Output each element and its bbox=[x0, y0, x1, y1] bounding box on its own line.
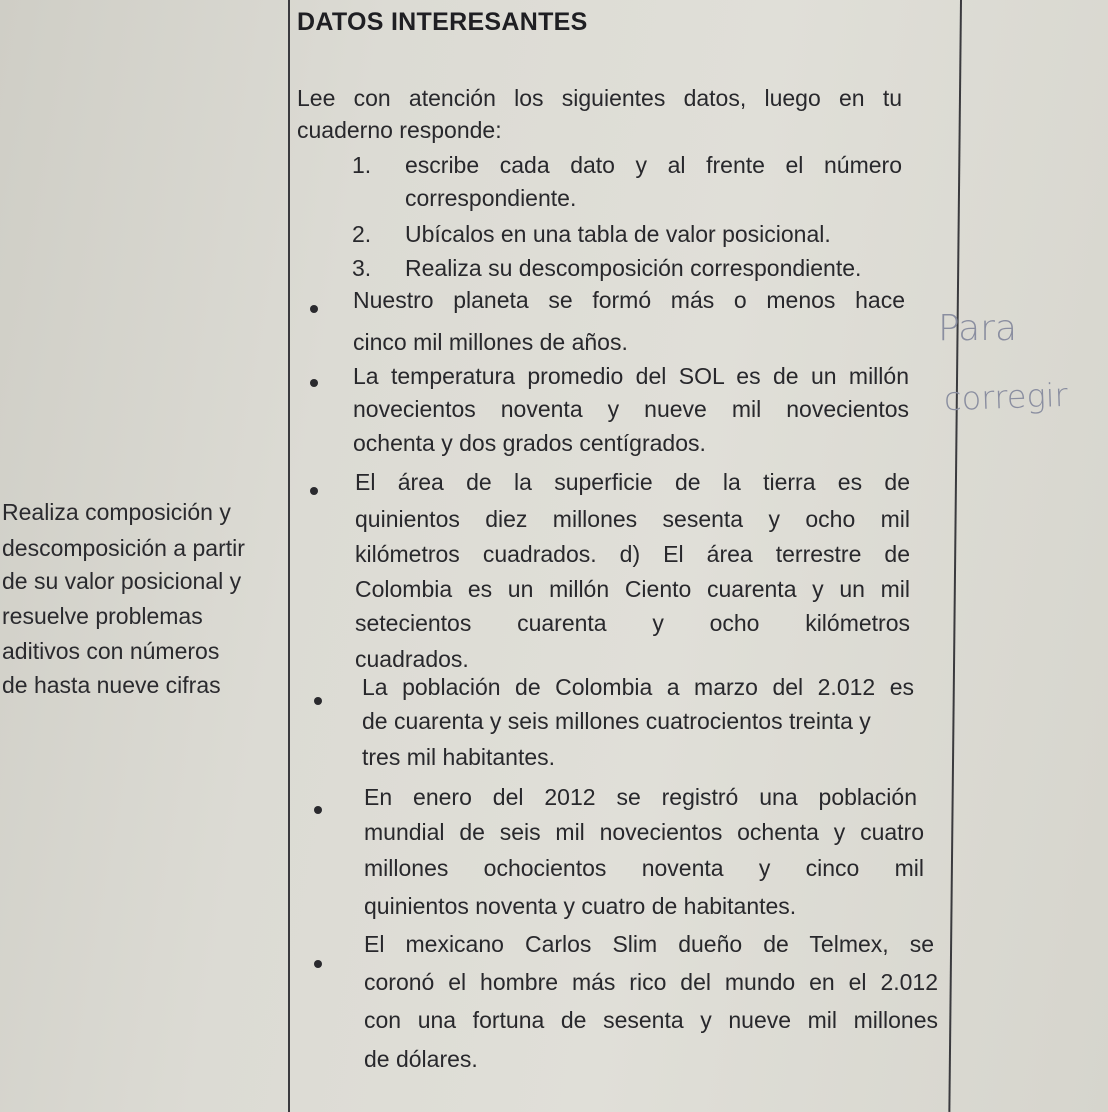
objective-line: de hasta nueve cifras bbox=[2, 672, 221, 698]
bullet-dot bbox=[314, 697, 322, 705]
instruction-text: correspondiente. bbox=[405, 185, 577, 211]
fact-line: tres mil habitantes. bbox=[362, 744, 556, 770]
fact-line: La temperatura promedio del SOL es de un millón bbox=[353, 363, 909, 389]
fact-line: El mexicano Carlos Slim dueño de Telmex, se bbox=[364, 931, 934, 957]
objective-line: aditivos con números bbox=[2, 638, 220, 664]
left-column-border bbox=[288, 0, 290, 1112]
objective-line: de su valor posicional y bbox=[2, 568, 242, 594]
handwritten-note: Para bbox=[938, 308, 1018, 349]
right-column-border bbox=[948, 0, 962, 1112]
bullet-dot bbox=[310, 487, 318, 495]
fact-line: kilómetros cuadrados. d) El área terrestre de bbox=[355, 541, 910, 567]
intro-line: cuaderno responde: bbox=[297, 117, 502, 143]
fact-line: El área de la superficie de la tierra es de bbox=[355, 469, 910, 495]
fact-line: coronó el hombre más rico del mundo en el 2.012 bbox=[364, 969, 938, 995]
instruction-text: escribe cada dato y al frente el número bbox=[405, 152, 902, 178]
fact-line: mundial de seis mil novecientos ochenta y cuatro bbox=[364, 819, 924, 845]
bullet-dot bbox=[314, 960, 322, 968]
fact-line: novecientos noventa y nueve mil novecientos bbox=[353, 396, 909, 422]
instruction-text: Ubícalos en una tabla de valor posicional. bbox=[405, 221, 831, 247]
fact-line: setecientos cuarenta y ocho kilómetros bbox=[355, 610, 910, 636]
fact-line: cinco mil millones de años. bbox=[353, 329, 628, 355]
fact-line: de cuarenta y seis millones cuatrocientos treinta y bbox=[362, 708, 871, 734]
page-title: DATOS INTERESANTES bbox=[297, 8, 588, 36]
fact-line: quinientos diez millones sesenta y ocho mil bbox=[355, 506, 910, 532]
objective-line: descomposición a partir bbox=[2, 535, 245, 561]
bullet-dot bbox=[310, 305, 318, 313]
objective-line: resuelve problemas bbox=[2, 603, 203, 629]
fact-line: En enero del 2012 se registró una población bbox=[364, 784, 917, 810]
fact-line: quinientos noventa y cuatro de habitantes. bbox=[364, 893, 797, 919]
instruction-text: Realiza su descomposición correspondiente. bbox=[405, 255, 862, 281]
fact-line: de dólares. bbox=[364, 1046, 478, 1072]
instruction-number: 2. bbox=[352, 221, 372, 247]
fact-line: con una fortuna de sesenta y nueve mil millones bbox=[364, 1007, 938, 1033]
instruction-number: 3. bbox=[352, 255, 372, 281]
fact-line: Colombia es un millón Ciento cuarenta y un mil bbox=[355, 576, 910, 602]
fact-line: Nuestro planeta se formó más o menos hace bbox=[353, 287, 905, 313]
fact-line: La población de Colombia a marzo del 2.012 es bbox=[362, 674, 914, 700]
fact-line: millones ochocientos noventa y cinco mil bbox=[364, 855, 924, 881]
objective-line: Realiza composición y bbox=[2, 499, 231, 525]
bullet-dot bbox=[310, 379, 318, 387]
fact-line: ochenta y dos grados centígrados. bbox=[353, 430, 706, 456]
intro-line: Lee con atención los siguientes datos, luego en tu bbox=[297, 85, 902, 111]
handwritten-note: corregir bbox=[943, 375, 1069, 419]
instruction-number: 1. bbox=[352, 152, 372, 178]
fact-line: cuadrados. bbox=[355, 646, 469, 672]
bullet-dot bbox=[314, 806, 322, 814]
